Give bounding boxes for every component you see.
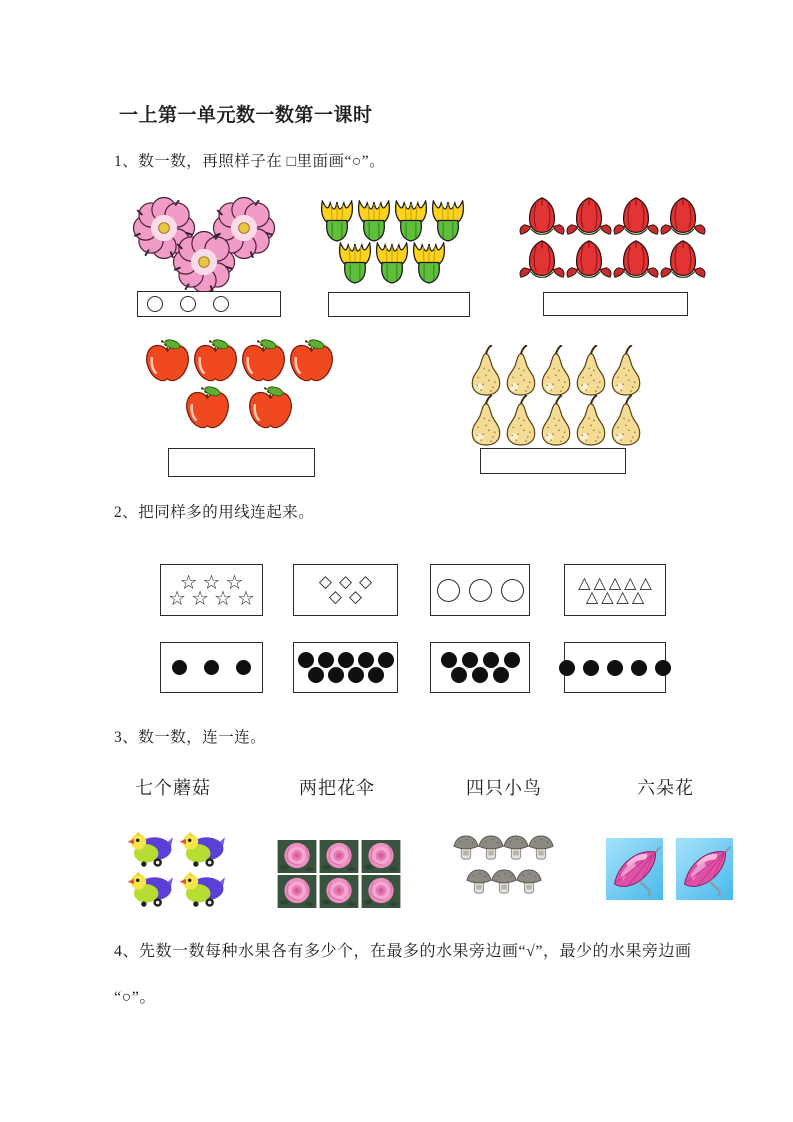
circle-icon xyxy=(501,579,524,602)
red-roses-group xyxy=(518,195,706,284)
q2-box-dots-5[interactable] xyxy=(564,642,666,693)
tulip-icon xyxy=(356,200,392,243)
ring-icon xyxy=(180,296,196,312)
star-icon: ☆ xyxy=(236,586,255,610)
dot-icon xyxy=(441,652,457,668)
dot-icon xyxy=(462,652,478,668)
q2-box-dots-9[interactable] xyxy=(293,642,398,693)
dot-icon xyxy=(493,667,509,683)
toy-birds-picture[interactable] xyxy=(126,831,226,908)
icon-row xyxy=(138,292,280,316)
dot-icon xyxy=(483,652,499,668)
pear-icon xyxy=(574,345,608,396)
apple-icon xyxy=(144,338,191,384)
dot-icon xyxy=(172,660,187,675)
star-icon: ☆ xyxy=(202,570,221,594)
icon-row xyxy=(604,838,734,900)
photo-rose-icon xyxy=(361,875,401,908)
dot-icon xyxy=(328,667,344,683)
rose-icon xyxy=(613,195,659,241)
tulip-icon xyxy=(411,242,447,285)
dot-icon xyxy=(298,652,314,668)
mushroom-icon xyxy=(503,833,529,863)
apple-icon xyxy=(288,338,335,384)
tulip-icon xyxy=(393,200,429,243)
triangle-icon: △ xyxy=(624,573,637,592)
pink-roses-picture[interactable] xyxy=(276,840,402,908)
bird-icon xyxy=(127,831,173,868)
umbrella-icon xyxy=(606,838,663,900)
pear-icon xyxy=(609,395,643,446)
icon-row xyxy=(172,660,251,675)
pears-group xyxy=(468,345,644,446)
pear-icon xyxy=(574,395,608,446)
umbrella-icon xyxy=(676,838,733,900)
mushroom-icon xyxy=(466,867,492,897)
tulip-icon xyxy=(337,242,373,285)
rose-icon xyxy=(519,195,565,241)
icon-row xyxy=(586,589,644,605)
q1-prompt: 1、数一数，再照样子在 □里面画“○”。 xyxy=(114,153,386,170)
pear-icon xyxy=(504,395,538,446)
tulip-icon xyxy=(374,242,410,285)
pear-icon xyxy=(539,395,573,446)
mushroom-icon xyxy=(516,867,542,897)
dot-icon xyxy=(236,660,251,675)
rose-icon xyxy=(566,195,612,241)
bird-icon xyxy=(179,831,225,868)
triangle-icon: △ xyxy=(608,573,622,592)
icon-row xyxy=(126,831,226,868)
apples-group xyxy=(143,338,335,431)
pear-icon xyxy=(539,345,573,396)
photo-rose-icon xyxy=(319,875,359,908)
icon-row xyxy=(298,652,394,668)
pear-icon xyxy=(609,345,643,396)
icon-row xyxy=(449,833,557,863)
diamond-icon: ◇ xyxy=(349,587,363,607)
apple-icon xyxy=(240,338,287,384)
icon-row xyxy=(441,652,520,668)
dot-icon xyxy=(308,667,324,683)
icon-row xyxy=(143,338,335,384)
mushroom-icon xyxy=(453,833,479,863)
icon-row xyxy=(468,395,644,446)
icon-row xyxy=(126,871,226,908)
dot-icon xyxy=(583,660,599,676)
icon-row xyxy=(168,588,255,608)
icon-row xyxy=(143,385,335,431)
q4-prompt-line2: “○”。 xyxy=(114,989,156,1006)
apple-icon xyxy=(184,385,231,431)
dot-icon xyxy=(318,652,334,668)
circle-icon xyxy=(469,579,492,602)
icon-row xyxy=(318,200,466,243)
dot-icon xyxy=(655,660,671,676)
apple-icon xyxy=(192,338,239,384)
icon-row xyxy=(518,238,706,284)
icon-row xyxy=(276,840,402,873)
q1-example-box xyxy=(137,291,281,317)
photo-rose-icon xyxy=(319,840,359,873)
rose-icon xyxy=(566,238,612,284)
q2-box-dots-7[interactable] xyxy=(430,642,530,693)
pear-icon xyxy=(504,345,538,396)
q2-box-stars[interactable] xyxy=(160,564,263,616)
icon-row xyxy=(451,667,509,683)
mushroom-icon xyxy=(528,833,554,863)
triangle-icon: △ xyxy=(616,587,629,606)
pink-flower-icon xyxy=(173,231,235,293)
triangle-icon: △ xyxy=(631,587,645,606)
rose-icon xyxy=(660,195,706,241)
triangle-icon: △ xyxy=(601,587,614,606)
icon-row xyxy=(329,589,362,606)
rose-icon xyxy=(613,238,659,284)
umbrellas-picture[interactable] xyxy=(604,838,734,900)
dot-icon xyxy=(338,652,354,668)
bird-icon xyxy=(127,871,173,908)
q2-box-dots-3[interactable] xyxy=(160,642,263,693)
q1-answer-box-pears[interactable] xyxy=(480,448,626,474)
icon-row xyxy=(559,660,671,676)
dot-icon xyxy=(348,667,364,683)
diamond-icon: ◇ xyxy=(359,572,373,592)
dot-icon xyxy=(451,667,467,683)
bird-icon xyxy=(179,871,225,908)
dot-icon xyxy=(559,660,575,676)
icon-row xyxy=(449,867,557,897)
star-icon: ☆ xyxy=(214,586,232,610)
mushroom-icon xyxy=(491,867,517,897)
triangle-icon: △ xyxy=(585,587,599,606)
yellow-tulips-group xyxy=(318,200,466,285)
tulip-icon xyxy=(430,200,466,243)
q3-label-flowers[interactable]: 六朵花 xyxy=(637,778,694,798)
pear-icon xyxy=(469,395,503,446)
triangle-icon: △ xyxy=(578,573,591,592)
star-icon: ☆ xyxy=(179,570,198,594)
star-icon: ☆ xyxy=(225,570,244,594)
triangle-icon: △ xyxy=(593,573,606,592)
photo-rose-icon xyxy=(277,875,317,908)
icon-row xyxy=(468,345,644,396)
page-title: 一上第一单元数一数第一课时 xyxy=(119,105,373,126)
icon-row xyxy=(276,875,402,908)
q2-box-diamonds[interactable] xyxy=(293,564,398,616)
triangle-icon: △ xyxy=(639,573,652,592)
q1-answer-box-roses[interactable] xyxy=(543,292,688,316)
q3-label-birds[interactable]: 四只小鸟 xyxy=(466,778,542,798)
apple-icon xyxy=(247,385,294,431)
pear-icon xyxy=(469,345,503,396)
q2-box-triangles[interactable] xyxy=(564,564,666,616)
q4-prompt-line1: 4、先数一数每种水果各有多少个，在最多的水果旁边画“√”，最少的水果旁边画 xyxy=(114,943,692,960)
q3-label-mushrooms[interactable]: 七个蘑菇 xyxy=(135,778,211,798)
mushroom-icon xyxy=(478,833,504,863)
pink-flowers-group xyxy=(133,197,275,293)
dot-icon xyxy=(504,652,520,668)
q2-prompt: 2、把同样多的用线连起来。 xyxy=(114,504,315,521)
icon-row xyxy=(308,667,384,683)
star-icon: ☆ xyxy=(168,586,187,610)
mushrooms-picture[interactable] xyxy=(449,833,557,897)
ring-icon xyxy=(147,296,163,312)
rose-icon xyxy=(519,238,565,284)
dot-icon xyxy=(378,652,394,668)
ring-icon xyxy=(213,296,229,312)
q1-answer-box-tulips[interactable] xyxy=(328,292,470,317)
q1-answer-box-apples[interactable] xyxy=(168,448,315,477)
dot-icon xyxy=(472,667,488,683)
diamond-icon: ◇ xyxy=(328,587,342,607)
photo-rose-icon xyxy=(277,840,317,873)
q3-label-umbrellas[interactable]: 两把花伞 xyxy=(299,778,375,798)
dot-icon xyxy=(607,660,623,676)
q2-box-circles[interactable] xyxy=(430,564,530,616)
dot-icon xyxy=(368,667,384,683)
icon-row xyxy=(318,242,466,285)
icon-row xyxy=(437,579,524,602)
star-icon: ☆ xyxy=(191,586,209,610)
dot-icon xyxy=(204,660,219,675)
dot-icon xyxy=(358,652,374,668)
rose-icon xyxy=(660,238,706,284)
dot-icon xyxy=(631,660,647,676)
icon-row xyxy=(518,195,706,241)
q3-prompt: 3、数一数，连一连。 xyxy=(114,729,267,746)
diamond-icon: ◇ xyxy=(338,572,353,592)
photo-rose-icon xyxy=(361,840,401,873)
diamond-icon: ◇ xyxy=(318,572,332,592)
tulip-icon xyxy=(319,200,355,243)
circle-icon xyxy=(437,579,460,602)
